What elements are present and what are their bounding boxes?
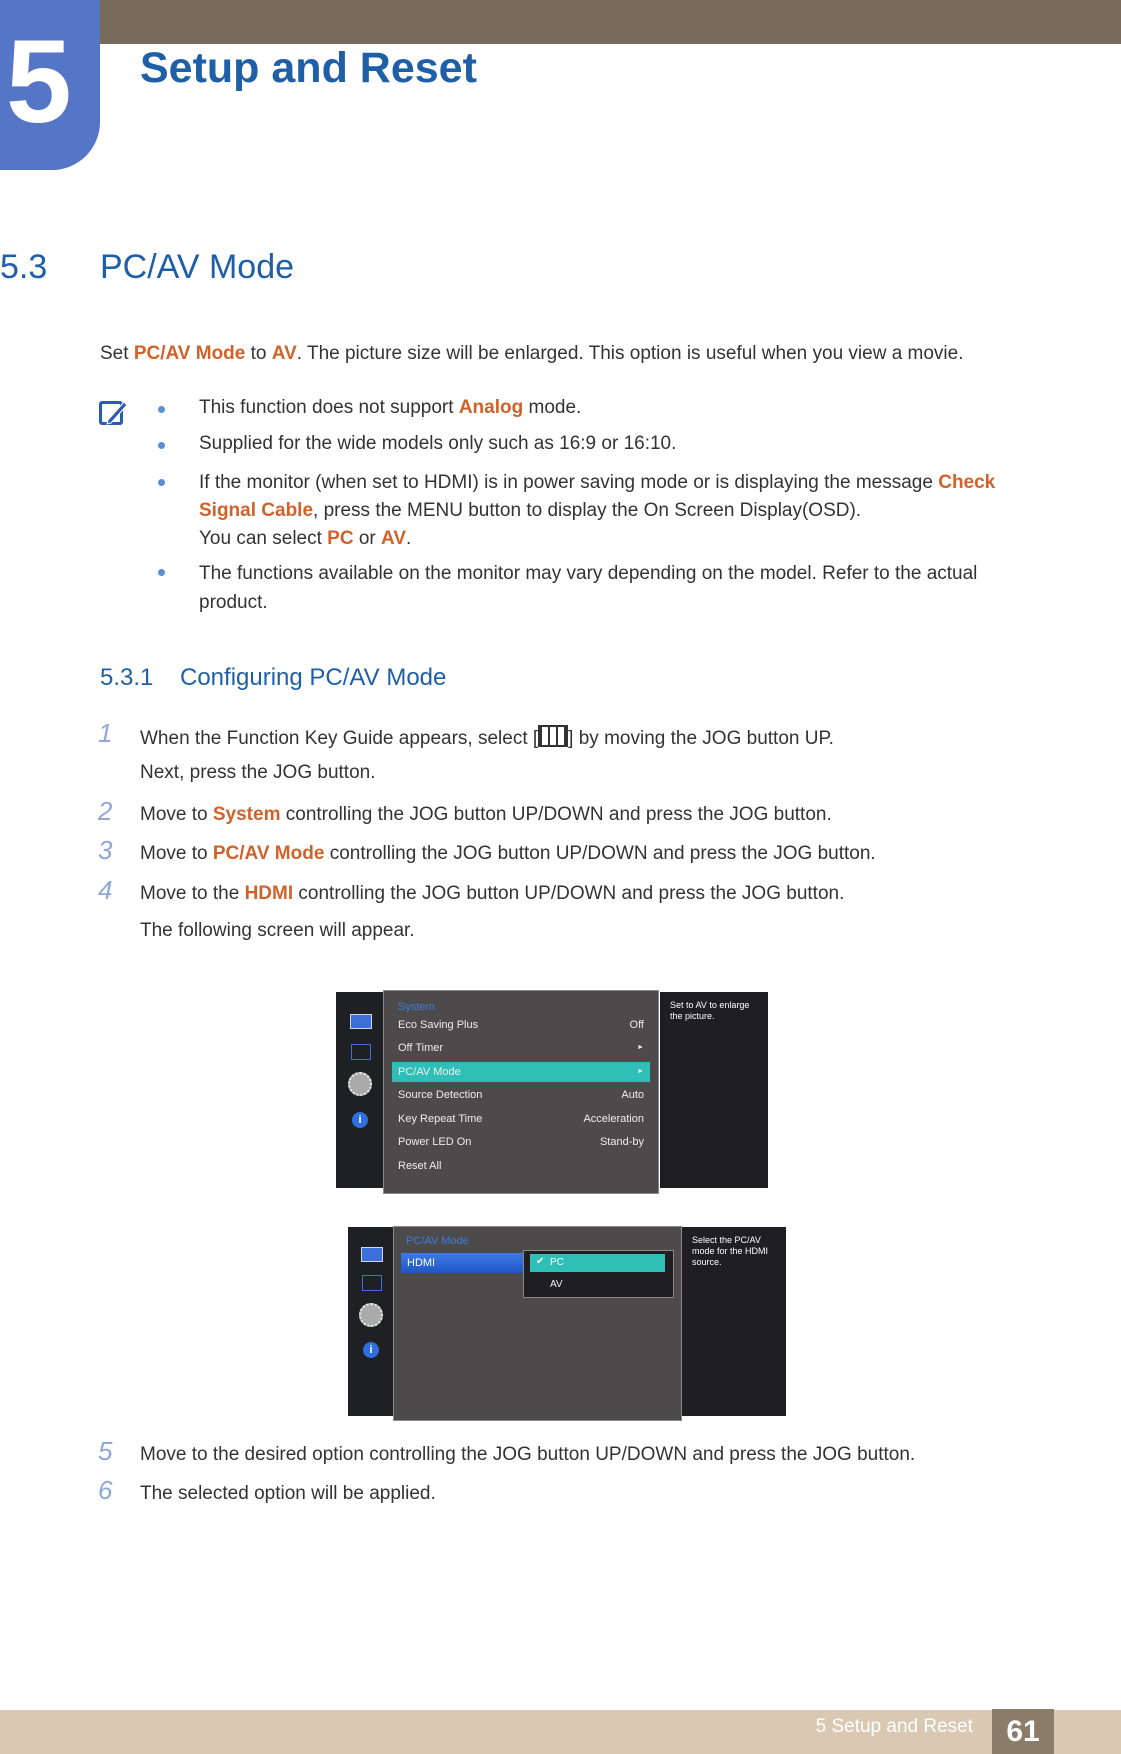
osd-row-value: Acceleration [583,1113,644,1125]
bullet [158,406,165,413]
step-4-hl: HDMI [244,883,294,904]
step-2-post: controlling the JOG button UP/DOWN and press the JOG button. [280,804,832,825]
osd-row-value: Auto [621,1089,644,1101]
step-1-post: ] by moving the JOG button UP. [568,728,834,749]
gear-icon [359,1303,383,1327]
osd-row-label: Key Repeat Time [398,1113,483,1125]
note-3-line2-post: , press the MENU button to display the On Screen Display(OSD). [313,500,862,521]
step-1 [140,725,834,750]
note-4 [199,559,977,617]
top-bar [0,0,1121,44]
osd-row[interactable] [392,1109,650,1129]
footer-text: 5 Setup and Reset [815,1716,973,1737]
note-3-pre: If the monitor (when set to HDMI) is in power saving mode or is displaying the message [199,472,939,493]
note-4-line1: The functions available on the monitor may vary depending on the model. Refer to the actual [199,563,978,584]
osd-system-menu [383,990,659,1194]
osd-row-label: PC/AV Mode [398,1066,461,1078]
info-icon: i [363,1342,379,1358]
intro-paragraph [100,342,964,366]
step-3-pre: Move to [140,843,213,864]
section-title-text: PC/AV Mode [100,248,295,286]
option-pc-label: PC [550,1257,564,1268]
osd-pcav-menu [393,1226,682,1421]
menu-icon [538,725,568,747]
osd-row-value: Off [629,1019,644,1031]
monitor-icon [350,1014,372,1029]
note-1 [199,396,581,420]
intro-mid: to [245,343,272,364]
bullet [158,479,165,486]
option-pc[interactable] [530,1254,665,1272]
step-number: 3 [98,835,113,865]
intro-pre: Set [100,343,134,364]
subsection-number: 5.3.1 [100,664,154,691]
monitor-icon [361,1247,383,1262]
osd-row-selected[interactable] [392,1062,650,1082]
note-1-pre: This function does not support [199,397,459,418]
step-3-post: controlling the JOG button UP/DOWN and press the JOG button. [324,843,876,864]
note-2: Supplied for the wide models only such as 16:9 or 16:10. [199,433,677,454]
note-3-end: . [406,528,412,549]
intro-post: . The picture size will be enlarged. This option is useful when you view a movie. [296,343,964,364]
osd-help-panel: Select the PC/AV mode for the HDMI source. [682,1227,786,1416]
chapter-tab [0,0,100,170]
check-icon: ✔ [536,1256,545,1267]
step-1-pre: When the Function Key Guide appears, select [ [140,728,539,749]
osd-menu-title: PC/AV Mode [406,1235,469,1247]
step-number: 5 [98,1436,113,1466]
intro-av: AV [271,343,297,364]
note-4-line2: product. [199,592,268,613]
step-5: Move to the desired option controlling the JOG button UP/DOWN and press the JOG button. [140,1444,916,1465]
osd-row-label: Reset All [398,1160,442,1172]
option-av-label: AV [550,1279,563,1290]
chapter-number: 5 [6,16,72,148]
osd-icon-bar [348,1227,394,1416]
osd-row-label: Off Timer [398,1042,444,1054]
gear-icon [348,1072,372,1096]
chapter-title: Setup and Reset [140,44,477,92]
note-3-line2-hl: Signal Cable [199,500,314,521]
step-4 [140,883,844,905]
section-number: 5.3 [0,248,48,286]
step-number: 2 [98,796,113,826]
note-3-line3-pre: You can select [199,528,328,549]
note-1-post: mode. [523,397,582,418]
note-icon [98,398,130,428]
note-3-av: AV [381,528,407,549]
hdmi-row[interactable] [401,1253,523,1273]
step-3-hl: PC/AV Mode [212,843,325,864]
step-number: 6 [98,1475,113,1505]
bullet [158,569,165,576]
subsection-title-text: Configuring PC/AV Mode [180,664,447,691]
osd-row-value: ► [637,1068,644,1075]
note-3-pc: PC [327,528,354,549]
step-2-pre: Move to [140,804,213,825]
note-3-hl: Check [938,472,996,493]
step-1-sub: Next, press the JOG button. [140,762,376,783]
page-number: 61 [992,1709,1054,1754]
note-3-or: or [353,528,382,549]
info-icon: i [352,1112,368,1128]
osd-row-value: Stand-by [599,1136,644,1148]
osd-row[interactable] [392,1132,650,1152]
note-1-hl: Analog [458,397,524,418]
option-av[interactable] [530,1276,665,1294]
step-4-post: controlling the JOG button UP/DOWN and press the JOG button. [293,883,845,904]
section-title [0,248,294,287]
step-4-sub: The following screen will appear. [140,920,415,941]
subsection-title [100,664,446,692]
step-4-pre: Move to the [140,883,245,904]
osd-row[interactable] [392,1156,650,1176]
hdmi-row-label: HDMI [407,1257,436,1269]
step-6: The selected option will be applied. [140,1483,436,1504]
osd-help-panel: Set to AV to enlarge the picture. [660,992,768,1188]
step-number: 4 [98,875,113,905]
size-arrows-icon [362,1275,382,1291]
note-3 [199,469,995,553]
option-list [523,1250,674,1298]
intro-mode: PC/AV Mode [133,343,246,364]
osd-row[interactable] [392,1015,650,1035]
size-arrows-icon [351,1044,371,1060]
step-3 [140,843,876,865]
osd-row-value: ► [637,1044,644,1051]
step-number: 1 [98,718,113,748]
osd-row-label: Power LED On [398,1136,472,1148]
step-2-hl: System [212,804,281,825]
step-2 [140,804,832,826]
osd-icon-bar [336,992,384,1188]
osd-row-label: Source Detection [398,1089,483,1101]
osd-row[interactable] [392,1038,650,1058]
osd-row[interactable] [392,1085,650,1105]
osd-menu-title: System [398,1001,435,1013]
bullet [158,442,165,449]
osd-row-label: Eco Saving Plus [398,1019,479,1031]
